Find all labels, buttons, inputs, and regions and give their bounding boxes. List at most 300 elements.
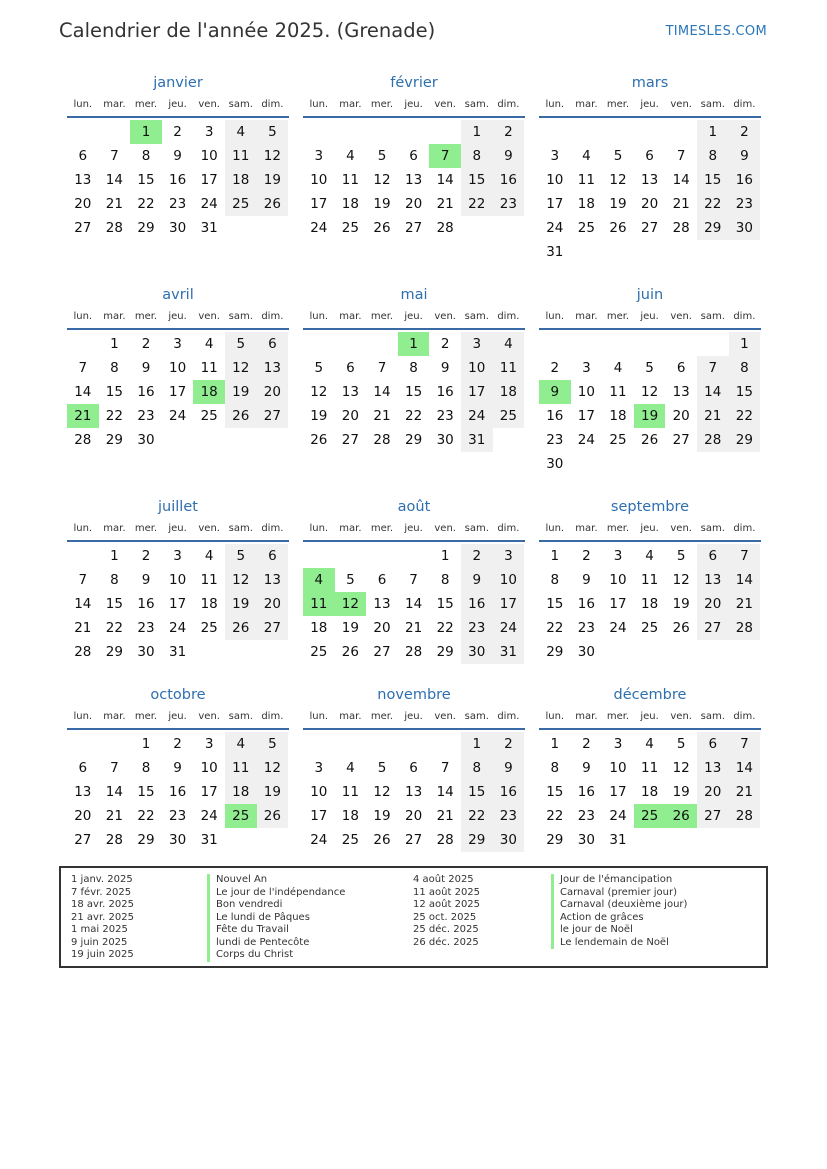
day-cell[interactable]: 11 <box>200 572 218 588</box>
day-cell[interactable]: 8 <box>461 144 493 168</box>
day-cell[interactable]: 15 <box>729 380 761 404</box>
day-cell[interactable]: 8 <box>141 760 151 776</box>
day-cell[interactable]: 3 <box>204 736 214 752</box>
day-cell[interactable]: 12 <box>672 760 690 776</box>
day-cell[interactable]: 9 <box>461 568 493 592</box>
day-cell[interactable]: 8 <box>110 360 119 376</box>
day-cell[interactable]: 23 <box>546 432 564 448</box>
day-cell[interactable]: 24 <box>200 196 218 212</box>
day-cell[interactable]: 25 <box>200 620 218 636</box>
day-cell[interactable]: 22 <box>461 192 493 216</box>
day-cell[interactable]: 1 <box>130 120 162 144</box>
day-cell[interactable]: 17 <box>461 380 493 404</box>
day-cell[interactable]: 8 <box>461 756 493 780</box>
day-cell[interactable]: 18 <box>609 408 627 424</box>
day-cell[interactable]: 20 <box>672 408 690 424</box>
day-cell[interactable]: 14 <box>74 596 92 612</box>
day-cell[interactable]: 27 <box>697 616 729 640</box>
day-cell[interactable]: 10 <box>200 760 218 776</box>
day-cell[interactable]: 25 <box>609 432 627 448</box>
day-cell[interactable]: 7 <box>377 360 387 376</box>
day-cell[interactable]: 4 <box>346 148 355 164</box>
day-cell[interactable]: 19 <box>310 408 328 424</box>
day-cell[interactable]: 30 <box>168 220 187 236</box>
day-cell[interactable]: 30 <box>546 456 564 472</box>
day-cell[interactable]: 31 <box>609 832 627 848</box>
day-cell[interactable]: 31 <box>546 244 564 260</box>
day-cell[interactable]: 23 <box>436 408 454 424</box>
day-cell[interactable]: 13 <box>74 784 92 800</box>
day-cell[interactable]: 19 <box>373 196 391 212</box>
day-cell[interactable]: 21 <box>74 620 92 636</box>
day-cell[interactable]: 15 <box>137 172 155 188</box>
day-cell[interactable]: 19 <box>341 620 359 636</box>
day-cell[interactable]: 4 <box>645 548 654 564</box>
day-cell[interactable]: 24 <box>546 220 564 236</box>
day-cell[interactable]: 22 <box>461 804 493 828</box>
day-cell[interactable]: 5 <box>225 544 257 568</box>
day-cell[interactable]: 1 <box>141 736 151 752</box>
day-cell[interactable]: 27 <box>341 432 359 448</box>
day-cell[interactable]: 3 <box>173 336 182 352</box>
day-cell[interactable]: 21 <box>729 780 761 804</box>
day-cell[interactable]: 22 <box>105 620 123 636</box>
day-cell[interactable]: 12 <box>225 356 257 380</box>
day-cell[interactable]: 20 <box>74 808 92 824</box>
brand-link[interactable]: TIMESLES.COM <box>665 24 767 39</box>
day-cell[interactable]: 29 <box>546 832 564 848</box>
day-cell[interactable]: 20 <box>404 196 423 212</box>
day-cell[interactable]: 1 <box>440 548 450 564</box>
day-cell[interactable]: 29 <box>105 644 123 660</box>
day-cell[interactable]: 30 <box>493 828 525 852</box>
day-cell[interactable]: 5 <box>225 332 257 356</box>
day-cell[interactable]: 7 <box>440 760 450 776</box>
day-cell[interactable]: 11 <box>640 760 659 776</box>
day-cell[interactable]: 26 <box>257 192 289 216</box>
day-cell[interactable]: 14 <box>729 568 761 592</box>
day-cell[interactable]: 22 <box>404 408 423 424</box>
day-cell[interactable]: 22 <box>697 192 729 216</box>
day-cell[interactable]: 16 <box>493 168 525 192</box>
day-cell[interactable]: 18 <box>493 380 525 404</box>
day-cell[interactable]: 14 <box>373 384 391 400</box>
day-cell[interactable]: 4 <box>303 568 335 592</box>
day-cell[interactable]: 17 <box>310 808 328 824</box>
day-cell[interactable]: 7 <box>409 572 418 588</box>
day-cell[interactable]: 6 <box>645 148 654 164</box>
day-cell[interactable]: 13 <box>697 756 729 780</box>
day-cell[interactable]: 18 <box>577 196 595 212</box>
day-cell[interactable]: 23 <box>137 620 155 636</box>
day-cell[interactable]: 5 <box>645 360 654 376</box>
day-cell[interactable]: 28 <box>105 220 123 236</box>
day-cell[interactable]: 24 <box>609 620 627 636</box>
day-cell[interactable]: 5 <box>257 732 289 756</box>
day-cell[interactable]: 2 <box>173 736 182 752</box>
day-cell[interactable]: 13 <box>404 784 423 800</box>
day-cell[interactable]: 25 <box>341 832 359 848</box>
day-cell[interactable]: 14 <box>404 596 423 612</box>
day-cell[interactable]: 8 <box>697 144 729 168</box>
day-cell[interactable]: 6 <box>78 760 88 776</box>
day-cell[interactable]: 11 <box>225 756 257 780</box>
day-cell[interactable]: 3 <box>613 548 623 564</box>
day-cell[interactable]: 11 <box>303 592 335 616</box>
day-cell[interactable]: 20 <box>257 592 289 616</box>
day-cell[interactable]: 31 <box>461 428 493 452</box>
day-cell[interactable]: 21 <box>729 592 761 616</box>
day-cell[interactable]: 20 <box>404 808 423 824</box>
day-cell[interactable]: 10 <box>200 148 218 164</box>
day-cell[interactable]: 3 <box>613 736 623 752</box>
day-cell[interactable]: 28 <box>729 804 761 828</box>
day-cell[interactable]: 28 <box>436 832 454 848</box>
day-cell[interactable]: 17 <box>609 596 627 612</box>
day-cell[interactable]: 24 <box>493 616 525 640</box>
day-cell[interactable]: 21 <box>404 620 423 636</box>
day-cell[interactable]: 25 <box>225 804 257 828</box>
day-cell[interactable]: 2 <box>582 736 591 752</box>
day-cell[interactable]: 15 <box>461 168 493 192</box>
day-cell[interactable]: 3 <box>493 544 525 568</box>
day-cell[interactable]: 14 <box>672 172 690 188</box>
day-cell[interactable]: 8 <box>729 356 761 380</box>
day-cell[interactable]: 19 <box>634 404 666 428</box>
day-cell[interactable]: 8 <box>550 572 560 588</box>
day-cell[interactable]: 6 <box>697 544 729 568</box>
day-cell[interactable]: 28 <box>74 432 92 448</box>
day-cell[interactable]: 22 <box>729 404 761 428</box>
day-cell[interactable]: 5 <box>613 148 623 164</box>
day-cell[interactable]: 2 <box>173 124 182 140</box>
day-cell[interactable]: 11 <box>341 784 359 800</box>
day-cell[interactable]: 26 <box>609 220 627 236</box>
day-cell[interactable]: 7 <box>429 144 461 168</box>
day-cell[interactable]: 16 <box>137 384 155 400</box>
day-cell[interactable]: 12 <box>335 592 367 616</box>
day-cell[interactable]: 22 <box>137 808 155 824</box>
day-cell[interactable]: 17 <box>310 196 328 212</box>
day-cell[interactable]: 15 <box>461 780 493 804</box>
day-cell[interactable]: 15 <box>137 784 155 800</box>
day-cell[interactable]: 9 <box>173 148 182 164</box>
day-cell[interactable]: 25 <box>341 220 359 236</box>
day-cell[interactable]: 16 <box>729 168 761 192</box>
day-cell[interactable]: 11 <box>577 172 595 188</box>
day-cell[interactable]: 14 <box>105 172 123 188</box>
day-cell[interactable]: 17 <box>168 596 187 612</box>
day-cell[interactable]: 27 <box>640 220 659 236</box>
day-cell[interactable]: 24 <box>577 432 595 448</box>
day-cell[interactable]: 10 <box>310 172 328 188</box>
day-cell[interactable]: 31 <box>493 640 525 664</box>
day-cell[interactable]: 7 <box>78 360 88 376</box>
day-cell[interactable]: 27 <box>672 432 690 448</box>
day-cell[interactable]: 16 <box>577 784 595 800</box>
day-cell[interactable]: 20 <box>373 620 391 636</box>
day-cell[interactable]: 19 <box>225 592 257 616</box>
day-cell[interactable]: 18 <box>640 784 659 800</box>
day-cell[interactable]: 28 <box>697 428 729 452</box>
day-cell[interactable]: 23 <box>168 808 187 824</box>
day-cell[interactable]: 17 <box>609 784 627 800</box>
day-cell[interactable]: 12 <box>257 144 289 168</box>
day-cell[interactable]: 29 <box>137 220 155 236</box>
day-cell[interactable]: 20 <box>74 196 92 212</box>
day-cell[interactable]: 4 <box>582 148 591 164</box>
day-cell[interactable]: 6 <box>409 148 418 164</box>
day-cell[interactable]: 15 <box>404 384 423 400</box>
day-cell[interactable]: 16 <box>493 780 525 804</box>
day-cell[interactable]: 11 <box>640 572 659 588</box>
day-cell[interactable]: 7 <box>110 760 119 776</box>
day-cell[interactable]: 4 <box>204 548 214 564</box>
day-cell[interactable]: 3 <box>461 332 493 356</box>
day-cell[interactable]: 24 <box>461 404 493 428</box>
day-cell[interactable]: 12 <box>310 384 328 400</box>
day-cell[interactable]: 27 <box>74 220 92 236</box>
day-cell[interactable]: 18 <box>341 196 359 212</box>
day-cell[interactable]: 1 <box>110 336 119 352</box>
day-cell[interactable]: 2 <box>582 548 591 564</box>
day-cell[interactable]: 23 <box>493 804 525 828</box>
day-cell[interactable]: 29 <box>436 644 454 660</box>
day-cell[interactable]: 6 <box>409 760 418 776</box>
day-cell[interactable]: 4 <box>613 360 623 376</box>
day-cell[interactable]: 18 <box>310 620 328 636</box>
day-cell[interactable]: 31 <box>200 832 218 848</box>
day-cell[interactable]: 6 <box>257 332 289 356</box>
day-cell[interactable]: 5 <box>377 760 387 776</box>
day-cell[interactable]: 17 <box>200 784 218 800</box>
day-cell[interactable]: 27 <box>697 804 729 828</box>
day-cell[interactable]: 28 <box>672 220 690 236</box>
day-cell[interactable]: 21 <box>67 404 99 428</box>
day-cell[interactable]: 25 <box>200 408 218 424</box>
day-cell[interactable]: 10 <box>577 384 595 400</box>
day-cell[interactable]: 6 <box>78 148 88 164</box>
day-cell[interactable]: 11 <box>609 384 627 400</box>
day-cell[interactable]: 6 <box>346 360 355 376</box>
day-cell[interactable]: 14 <box>697 380 729 404</box>
day-cell[interactable]: 9 <box>493 144 525 168</box>
day-cell[interactable]: 1 <box>550 548 560 564</box>
day-cell[interactable]: 3 <box>204 124 214 140</box>
day-cell[interactable]: 27 <box>257 616 289 640</box>
day-cell[interactable]: 30 <box>461 640 493 664</box>
day-cell[interactable]: 29 <box>729 428 761 452</box>
day-cell[interactable]: 9 <box>141 572 151 588</box>
day-cell[interactable]: 31 <box>200 220 218 236</box>
day-cell[interactable]: 13 <box>341 384 359 400</box>
day-cell[interactable]: 9 <box>539 380 571 404</box>
day-cell[interactable]: 10 <box>168 360 187 376</box>
day-cell[interactable]: 21 <box>105 196 123 212</box>
day-cell[interactable]: 23 <box>729 192 761 216</box>
day-cell[interactable]: 4 <box>645 736 654 752</box>
day-cell[interactable]: 28 <box>729 616 761 640</box>
day-cell[interactable]: 27 <box>404 220 423 236</box>
day-cell[interactable]: 22 <box>546 620 564 636</box>
day-cell[interactable]: 17 <box>577 408 595 424</box>
day-cell[interactable]: 13 <box>74 172 92 188</box>
day-cell[interactable]: 5 <box>676 548 686 564</box>
day-cell[interactable]: 26 <box>640 432 659 448</box>
day-cell[interactable]: 8 <box>141 148 151 164</box>
day-cell[interactable]: 13 <box>697 568 729 592</box>
day-cell[interactable]: 18 <box>341 808 359 824</box>
day-cell[interactable]: 20 <box>640 196 659 212</box>
day-cell[interactable]: 28 <box>74 644 92 660</box>
day-cell[interactable]: 12 <box>672 572 690 588</box>
day-cell[interactable]: 19 <box>672 784 690 800</box>
day-cell[interactable]: 16 <box>168 172 187 188</box>
day-cell[interactable]: 5 <box>257 120 289 144</box>
day-cell[interactable]: 1 <box>398 332 430 356</box>
day-cell[interactable]: 28 <box>404 644 423 660</box>
day-cell[interactable]: 8 <box>550 760 560 776</box>
day-cell[interactable]: 13 <box>373 596 391 612</box>
day-cell[interactable]: 5 <box>377 148 387 164</box>
day-cell[interactable]: 27 <box>257 404 289 428</box>
day-cell[interactable]: 21 <box>373 408 391 424</box>
day-cell[interactable]: 22 <box>546 808 564 824</box>
day-cell[interactable]: 7 <box>78 572 88 588</box>
day-cell[interactable]: 9 <box>493 756 525 780</box>
day-cell[interactable]: 24 <box>200 808 218 824</box>
day-cell[interactable]: 1 <box>461 732 493 756</box>
day-cell[interactable]: 18 <box>225 168 257 192</box>
day-cell[interactable]: 15 <box>105 384 123 400</box>
day-cell[interactable]: 29 <box>404 432 423 448</box>
day-cell[interactable]: 13 <box>257 568 289 592</box>
day-cell[interactable]: 24 <box>310 832 328 848</box>
day-cell[interactable]: 29 <box>105 432 123 448</box>
day-cell[interactable]: 26 <box>341 644 359 660</box>
day-cell[interactable]: 14 <box>436 172 454 188</box>
day-cell[interactable]: 10 <box>609 760 627 776</box>
day-cell[interactable]: 25 <box>634 804 666 828</box>
day-cell[interactable]: 8 <box>110 572 119 588</box>
day-cell[interactable]: 2 <box>493 120 525 144</box>
day-cell[interactable]: 23 <box>168 196 187 212</box>
day-cell[interactable]: 2 <box>141 336 151 352</box>
day-cell[interactable]: 23 <box>493 192 525 216</box>
day-cell[interactable]: 9 <box>582 760 591 776</box>
day-cell[interactable]: 24 <box>168 408 187 424</box>
day-cell[interactable]: 15 <box>105 596 123 612</box>
day-cell[interactable]: 28 <box>105 832 123 848</box>
day-cell[interactable]: 11 <box>493 356 525 380</box>
day-cell[interactable]: 9 <box>141 360 151 376</box>
day-cell[interactable]: 13 <box>672 384 690 400</box>
day-cell[interactable]: 7 <box>697 356 729 380</box>
day-cell[interactable]: 24 <box>310 220 328 236</box>
day-cell[interactable]: 12 <box>640 384 659 400</box>
day-cell[interactable]: 6 <box>257 544 289 568</box>
day-cell[interactable]: 11 <box>225 144 257 168</box>
day-cell[interactable]: 15 <box>546 784 564 800</box>
day-cell[interactable]: 29 <box>137 832 155 848</box>
day-cell[interactable]: 1 <box>697 120 729 144</box>
day-cell[interactable]: 24 <box>168 620 187 636</box>
day-cell[interactable]: 28 <box>373 432 391 448</box>
day-cell[interactable]: 7 <box>729 544 761 568</box>
day-cell[interactable]: 19 <box>672 596 690 612</box>
day-cell[interactable]: 17 <box>200 172 218 188</box>
day-cell[interactable]: 4 <box>225 732 257 756</box>
day-cell[interactable]: 2 <box>440 336 450 352</box>
day-cell[interactable]: 16 <box>137 596 155 612</box>
day-cell[interactable]: 3 <box>173 548 182 564</box>
day-cell[interactable]: 10 <box>310 784 328 800</box>
day-cell[interactable]: 25 <box>310 644 328 660</box>
day-cell[interactable]: 19 <box>257 780 289 804</box>
day-cell[interactable]: 30 <box>577 644 595 660</box>
day-cell[interactable]: 19 <box>609 196 627 212</box>
day-cell[interactable]: 19 <box>225 380 257 404</box>
day-cell[interactable]: 10 <box>609 572 627 588</box>
day-cell[interactable]: 31 <box>168 644 187 660</box>
day-cell[interactable]: 26 <box>225 404 257 428</box>
day-cell[interactable]: 5 <box>346 572 355 588</box>
day-cell[interactable]: 10 <box>546 172 564 188</box>
day-cell[interactable]: 9 <box>173 760 182 776</box>
day-cell[interactable]: 18 <box>225 780 257 804</box>
day-cell[interactable]: 18 <box>640 596 659 612</box>
day-cell[interactable]: 7 <box>676 148 686 164</box>
day-cell[interactable]: 3 <box>314 148 324 164</box>
day-cell[interactable]: 16 <box>546 408 564 424</box>
day-cell[interactable]: 1 <box>550 736 560 752</box>
day-cell[interactable]: 12 <box>225 568 257 592</box>
day-cell[interactable]: 3 <box>314 760 324 776</box>
day-cell[interactable]: 20 <box>257 380 289 404</box>
day-cell[interactable]: 25 <box>577 220 595 236</box>
day-cell[interactable]: 28 <box>436 220 454 236</box>
day-cell[interactable]: 2 <box>729 120 761 144</box>
day-cell[interactable]: 2 <box>493 732 525 756</box>
day-cell[interactable]: 26 <box>373 832 391 848</box>
day-cell[interactable]: 26 <box>665 804 697 828</box>
day-cell[interactable]: 26 <box>257 804 289 828</box>
day-cell[interactable]: 27 <box>404 832 423 848</box>
day-cell[interactable]: 30 <box>137 432 155 448</box>
day-cell[interactable]: 11 <box>200 360 218 376</box>
day-cell[interactable]: 5 <box>314 360 324 376</box>
day-cell[interactable]: 26 <box>672 620 690 636</box>
day-cell[interactable]: 30 <box>577 832 595 848</box>
day-cell[interactable]: 16 <box>436 384 454 400</box>
day-cell[interactable]: 14 <box>74 384 92 400</box>
day-cell[interactable]: 15 <box>546 596 564 612</box>
day-cell[interactable]: 4 <box>204 336 214 352</box>
day-cell[interactable]: 23 <box>137 408 155 424</box>
day-cell[interactable]: 29 <box>546 644 564 660</box>
day-cell[interactable]: 24 <box>609 808 627 824</box>
day-cell[interactable]: 4 <box>493 332 525 356</box>
day-cell[interactable]: 20 <box>341 408 359 424</box>
day-cell[interactable]: 16 <box>168 784 187 800</box>
day-cell[interactable]: 21 <box>436 808 454 824</box>
day-cell[interactable]: 10 <box>493 568 525 592</box>
day-cell[interactable]: 17 <box>168 384 187 400</box>
day-cell[interactable]: 1 <box>110 548 119 564</box>
day-cell[interactable]: 30 <box>137 644 155 660</box>
day-cell[interactable]: 12 <box>609 172 627 188</box>
day-cell[interactable]: 5 <box>676 736 686 752</box>
